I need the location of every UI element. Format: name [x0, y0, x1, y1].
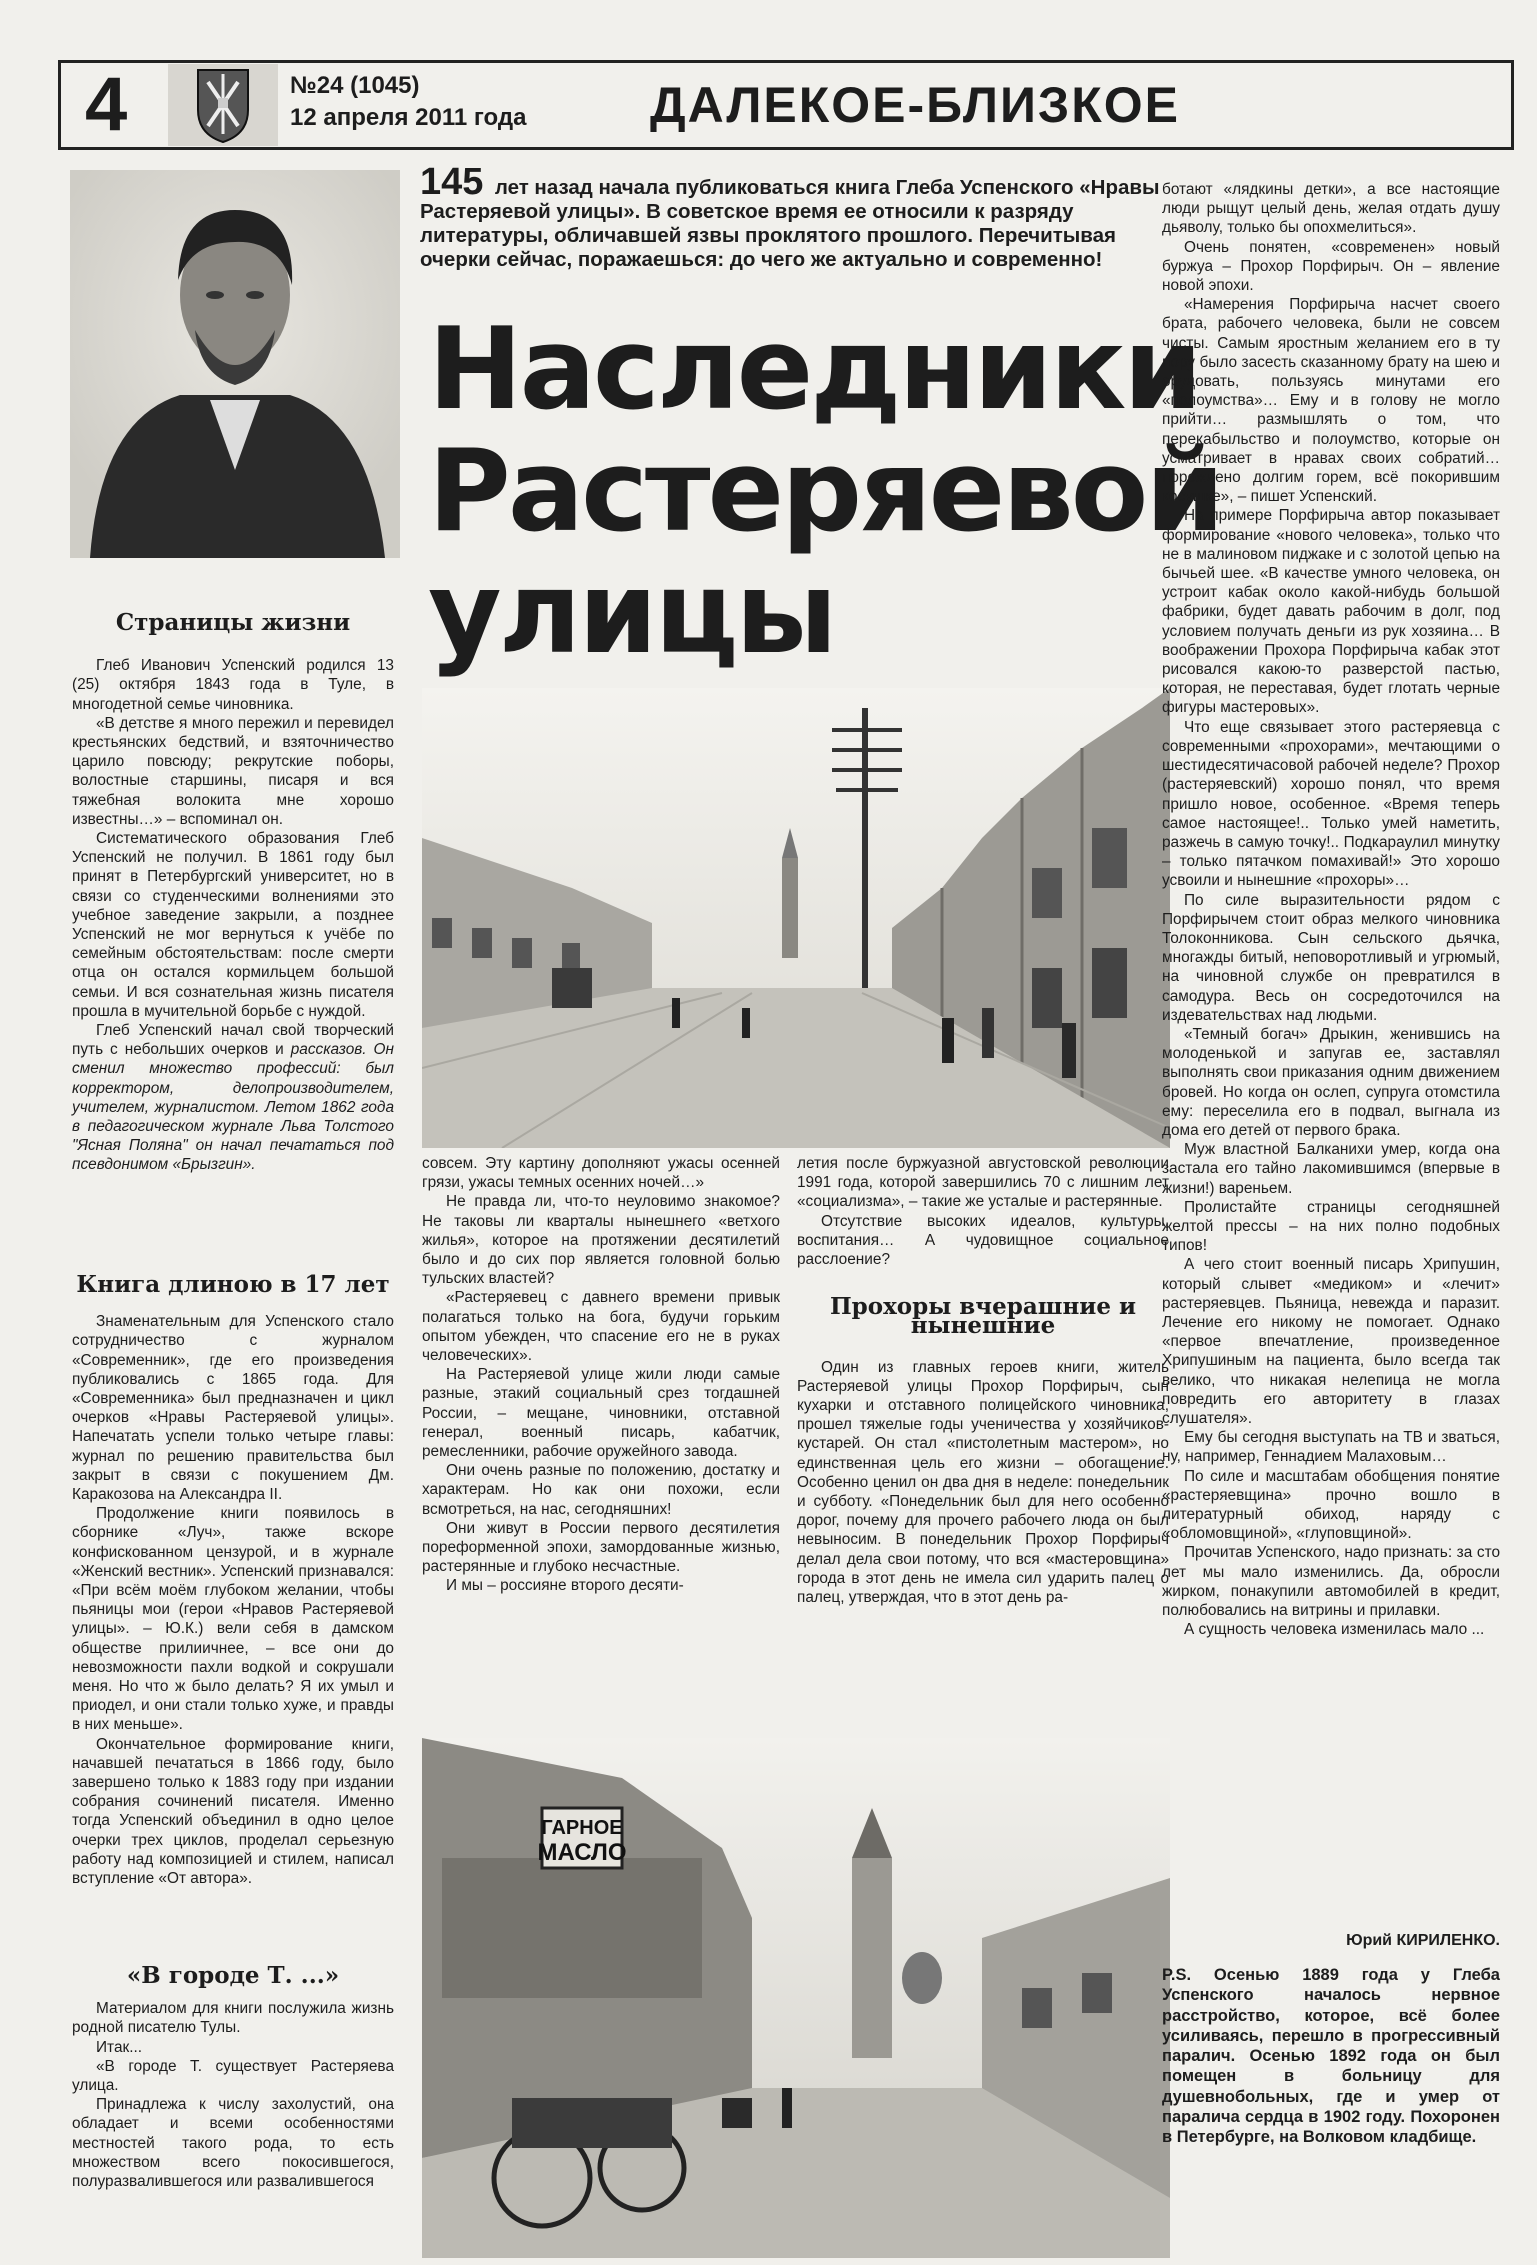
- paragraph: «В городе Т. существует Растеряева улица.: [72, 2057, 394, 2095]
- sidebar-column-bottom: [72, 1962, 394, 2191]
- paragraph: «Темный богач» Дрыкин, женившись на молоденькой и запугав ее, заставлял выполнять свои приказания одним движением бровей. Но когда он ослеп, супруга отомстила ему: переселила его в подвал, выгнала из дома его детей от первого брака.: [1162, 1025, 1500, 1139]
- article-column-2: [422, 1154, 780, 1596]
- postscript: P.S. Осенью 1889 года у Глеба Успенского началось нервное расстройство, которое, всё более усиливаясь, перешло в прогрессивный паралич. Осенью 1892 года он был помещен в больницу для душевнобольных, где и умер от паралича сердца в 1902 году. Похоронен в Петербурге, на Волковом кладбище.: [1162, 1966, 1500, 2147]
- headline-line-2: Растеряевой: [428, 425, 1222, 557]
- paragraph: Окончательное формирование книги, начавшей печататься в 1866 году, было завершено только к 1883 году при издании собрания сочинений писателя. Именно тогда Успенский объединил в одно целое очерки трех циклов, проделал серьезную работу над композицией и стилем, написал вступление «От автора».: [72, 1735, 394, 1888]
- paragraph: Они очень разные по положению, достатку и характерам. Но как они похожи, если всмотреться, на нас, сегодняшних!: [422, 1462, 780, 1518]
- issue-date: 12 апреля 2011 года: [290, 104, 527, 131]
- portrait-photo: [70, 170, 400, 558]
- headline-line-1: Наследники: [428, 303, 1200, 435]
- paragraph: ботают «лядкины детки», а все настоящие люди рыщут целый день, желая отдать душу дьяволу, только бы опохмелиться».: [1162, 181, 1500, 237]
- paragraph: Принадлежа к числу захолустий, она обладает и всеми особенностями местностей такого рода, то есть множеством всего покосившегося, полуразвалившегося или развалившегося: [72, 2096, 394, 2191]
- paragraph: Глеб Иванович Успенский родился 13 (25) октября 1843 года в Туле, в многодетной семье чиновника.: [72, 657, 394, 713]
- issue-number: №24 (1045): [290, 72, 420, 99]
- paragraph: Пролистайте страницы сегодняшней желтой прессы – на них полно подобных типов!: [1162, 1198, 1500, 1255]
- article-column-4: [1162, 180, 1500, 1639]
- section-title: ДАЛЕКОЕ-БЛИЗКОЕ: [650, 77, 1180, 133]
- subheading-prokhors: Прохоры вчерашние и нынешние: [829, 1293, 1137, 1340]
- paragraph: По силе и масштабам обобщения понятие «растеряевщина» прочно вошло в литературный обиход, наряду с «обломовщиной», «глуповщиной».: [1162, 1467, 1500, 1543]
- paragraph: «Растеряевец с давнего времени привык полагаться только на бога, будучи горьким опытом убежден, что спасение его не в руках человеческих».: [422, 1289, 780, 1365]
- lead-paragraph: [420, 161, 1180, 272]
- paragraph: Что еще связывает этого растеряевца с современными «прохорами», мечтающими о шестидесятичасовой рабочей неделе? Прохор (растеряевский) хорошо понял, что время пришло новое, особенное. «Время теперь самое настоящее!.. Только умей наметить, разжечь в самую точку!.. Подкараулил минутку – только пятачком помахивай!» Это хорошо усвоили и нынешние «прохоры»…: [1162, 718, 1500, 890]
- paragraph: Отсутствие высоких идеалов, культуры, воспитания… А чудовищное социальное расслоение?: [797, 1212, 1169, 1269]
- headline-line-3: улицы: [428, 547, 835, 679]
- paragraph: А чего стоит военный писарь Хрипушин, который слывет «медиком» и «лечит» растеряевцев. Пьяница, невежда и паразит. Лечение его никому не помогает. Однако «первое впечатление, произведенное Хрипушиным на пациента, было всегда так велико, что никакая нелепица не могла повредить его авторитету в глазах слушателя».: [1162, 1256, 1500, 1427]
- lead-text: лет назад начала публиковаться книга Глеба Успенского «Нравы Растеряевой улицы». В советское время ее относили к разряду литературы, обличавшей язвы проклятого прошлого. Перечитывая очерки сейчас, поражаешься: до чего же актуально и современно!: [420, 176, 1160, 271]
- text-span: Глеб Успенский начал свой творческий путь с небольших очерков и: [72, 1022, 394, 1059]
- paragraph: Прочитав Успенского, надо признать: за сто лет мы мало изменились. Да, обросли жирком, понакупили автомобилей в кредит, полюбовались на витрины и прилавки.: [1162, 1544, 1500, 1620]
- historic-street-photo-2: [422, 1738, 1170, 2258]
- paragraph: А сущность человека изменилась мало ...: [1184, 1621, 1485, 1639]
- paragraph: Ему бы сегодня выступать на ТВ и зваться, ну, например, Геннадием Малаховым…: [1162, 1429, 1500, 1466]
- paragraph: На примере Порфирыча автор показывает формирование «нового человека», только что не в малиновом пиджаке и с золотой цепью на бычьей шее. «В качестве умного человека, он устроит кабак около какой-нибудь большой фабрики, будет давать рабочим в долг, под условием получать деньги из рук хозяина… В воображении Прохора Порфирыча кабак этот рисовался какою-то разверстой пастью, которая, не переставая, будет глотать черные фигуры мастеровых».: [1162, 507, 1500, 717]
- paragraph: совсем. Эту картину дополняют ужасы осенней грязи, ужасы темных осенних ночей…»: [422, 1155, 780, 1192]
- paragraph: [72, 1021, 394, 1175]
- shop-sign-line-2: МАСЛО: [537, 1839, 627, 1866]
- tula-coat-of-arms-icon: [168, 64, 278, 146]
- headline: [428, 303, 1222, 679]
- subheading-pages-of-life: Страницы жизни: [115, 609, 351, 636]
- paragraph: Они живут в России первого десятилетия пореформенной эпохи, замордованные жизнью, растерянные и глубоко несчастные.: [422, 1519, 780, 1576]
- paragraph: Материалом для книги послужила жизнь родной писателю Тулы.: [72, 2000, 394, 2037]
- sidebar-column-top: [72, 609, 394, 1175]
- paragraph: По силе выразительности рядом с Порфирычем стоит образ мелкого чиновника Толоконникова. Сын сельского дьячка, многажды битый, неповоротливый и угрюмый, на чиновной службе он превратился в самодура. Весь он сосредоточился на издевательствах над людьми.: [1162, 891, 1500, 1024]
- paragraph: «Намерения Порфирыча насчет своего брата, рабочего человека, были не совсем чисты. Самым яростным желанием его в ту пору было засесть сказанному брату на шею и орудовать, пользуясь минутами его «полоумства»… Ему и в голову не могло прийти… размышлять о том, что перекабыльство и полоумство, которые он усматривает в нравах своих собратий… порождено долгим горем, всё покорившим косушке», – пишет Успенский.: [1162, 296, 1500, 506]
- paragraph: Муж властной Балканихи умер, когда она застала его тайно лакомившимся (впервые в жизни!) вареньем.: [1162, 1141, 1500, 1197]
- italic-text-span: рассказов. Он сменил множество профессий: был корректором, делопроизводителем, учителем, журналистом. Летом 1862 года в педагогическом журнале Льва Толстого "Ясная Поляна" он начал печататься под псевдонимом «Брызгин».: [72, 1041, 394, 1174]
- paragraph: Знаменательным для Успенского стало сотрудничество с журналом «Современник», где его произведения публиковались с 1865 года. Для «Современника» был предназначен и цикл очерков «Нравы Растеряевой улицы». Напечатать успели только четыре главы: журнал по решению правительства был закрыт в связи с покушением Дм. Каракозова на Александра II.: [72, 1313, 394, 1504]
- paragraph: На Растеряевой улице жили люди самые разные, этакий социальный срез тогдашней России, – мещане, чиновники, отставной генерал, военный писарь, кабатчик, ремесленники, рабочие оружейного завода.: [422, 1366, 780, 1461]
- sidebar-column-middle: [72, 1271, 394, 1888]
- paragraph: Продолжение книги появилось в сборнике «Луч», также вскоре конфискованном цензурой, и в журнале «Женский вестник». Успенский признавался: «При всём моём глубоком желании, чтобы пьяницы мои (герои «Нравов Растеряевой улицы». – Ю.К.) вели себя в дамском обществе прилиичнее, – все они до невозможности пахли водкой и сокрушали меня. Но что ж было делать? Я их умыл и приодел, и они стали только хуже, и правды в них меньше».: [72, 1505, 394, 1734]
- paragraph: Очень понятен, «современен» новый буржуа – Прохор Порфирыч. Он – явление новой эпохи.: [1162, 238, 1500, 295]
- paragraph: Систематического образования Глеб Успенский не получил. В 1861 году был принят в Петербургский университет, но в связи со студенческими волнениями это учебное заведение закрыли, а позднее Успенский не мог вернуться к учёбе по семейным обстоятельствам: после смерти отца он остался кормильцем большой семьи. И вся сознательная жизнь писателя прошла в мучительной борьбе с нуждой.: [72, 830, 394, 1020]
- article-column-3: [797, 1154, 1169, 1607]
- shop-sign-line-1: ГАРНОЕ: [541, 1817, 623, 1839]
- paragraph: Итак...: [96, 2038, 143, 2056]
- lead-number: 145: [420, 161, 484, 203]
- subheading-in-town-t: «В городе Т. ...»: [126, 1962, 340, 1989]
- subheading-book-17-years: Книга длиною в 17 лет: [76, 1271, 390, 1298]
- paragraph: И мы – россияне второго десяти-: [446, 1577, 684, 1595]
- author-signature: Юрий КИРИЛЕНКО.: [1346, 1932, 1500, 1949]
- paragraph: Не правда ли, что-то неуловимо знакомое? Не таковы ли кварталы нынешнего «ветхого жилья», которое на протяжении десятилетий было и до сих пор является головной болью тульских властей?: [422, 1193, 780, 1288]
- paragraph: Один из главных героев книги, житель Растеряевой улицы Прохор Порфирыч, сын кухарки и отставного полицейского чиновника, прошел тяжелые годы ученичества у хозяйчиков-кустарей. Он стал «пистолетным мастером», но единственная цель его жизни – обогащение. Особенно ценил он два дня в неделе: понедельник и субботу. «Понедельник был для него особенно дорог, почему для прочего рабочего люда он был невыносим. В понедельник Прохор Порфирыч делал дела свои потому, что вся «мастеровщина» города в этот день не имела сил ударить палец о палец, утверждая, что в этот день ра-: [797, 1358, 1169, 1607]
- paragraph: летия после буржуазной августовской революции 1991 года, которой завершились 70 с лишним лет «социализма», – такие же усталые и растерянные.: [797, 1155, 1169, 1211]
- paragraph: «В детстве я много пережил и перевидел крестьянских бедствий, и взяточничество царило повсюду; рекрутские поборы, волостные старшины, писаря и вся тяжебная волокита мне хорошо известны…» – вспоминал он.: [72, 714, 394, 828]
- page-number: 4: [85, 62, 128, 147]
- historic-street-photo-1: [422, 688, 1170, 1148]
